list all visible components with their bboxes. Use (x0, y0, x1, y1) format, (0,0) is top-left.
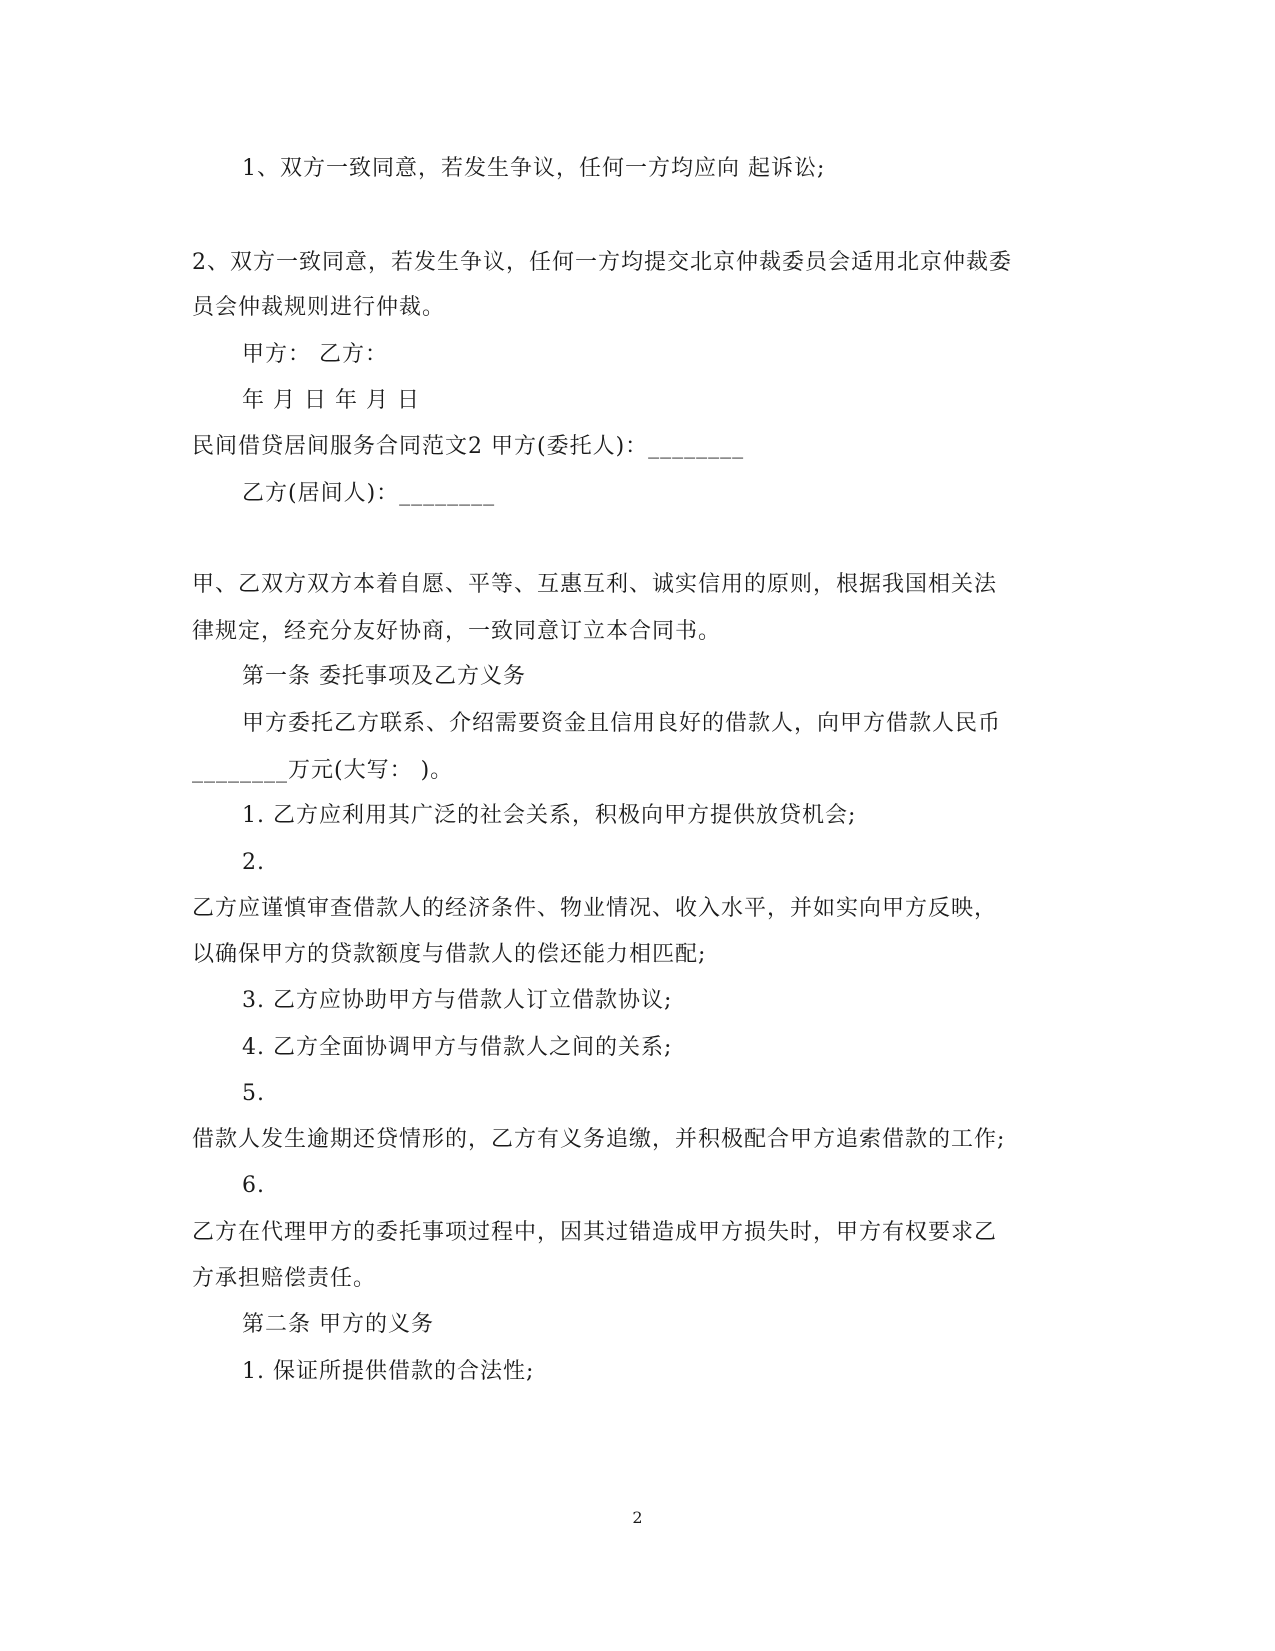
article-1-item-4: 4. 乙方全面协调甲方与借款人之间的关系; (242, 1035, 673, 1060)
article-1-item-2-line1: 乙方应谨慎审查借款人的经济条件、物业情况、收入水平，并如实向甲方反映， (192, 896, 998, 921)
party-b-line: 乙方(居间人)：________ (242, 481, 496, 506)
article-1-item-6-number: 6. (242, 1173, 265, 1198)
article-1-heading: 第一条 委托事项及乙方义务 (242, 664, 526, 689)
clause-arbitration-line2: 员会仲裁规则进行仲裁。 (192, 295, 446, 320)
article-1-item-2-line2: 以确保甲方的贷款额度与借款人的偿还能力相匹配; (192, 942, 707, 967)
article-1-text-line1: 甲方委托乙方联系、介绍需要资金且信用良好的借款人，向甲方借款人民币 (242, 711, 1002, 736)
article-1-item-3: 3. 乙方应协助甲方与借款人订立借款协议; (242, 988, 673, 1013)
preamble-line1: 甲、乙双方双方本着自愿、平等、互惠互利、诚实信用的原则，根据我国相关法 (192, 572, 998, 597)
article-2-heading: 第二条 甲方的义务 (242, 1312, 434, 1337)
page-number: 2 (632, 1508, 643, 1527)
article-1-item-2-number: 2. (242, 850, 265, 875)
article-2-item-1: 1. 保证所提供借款的合法性; (242, 1359, 535, 1384)
article-1-item-6-line1: 乙方在代理甲方的委托事项过程中，因其过错造成甲方损失时，甲方有权要求乙 (192, 1220, 998, 1245)
clause-litigation: 1、双方一致同意，若发生争议，任何一方均应向 起诉讼; (242, 156, 826, 181)
contract-title-party-a: 民间借贷居间服务合同范文2 甲方(委托人)：________ (192, 434, 745, 459)
clause-arbitration-line1: 2、双方一致同意，若发生争议，任何一方均提交北京仲裁委员会适用北京仲裁委 (192, 250, 1012, 275)
article-1-text-line2: ________万元(大写： )。 (192, 758, 454, 783)
article-1-item-6-line2: 方承担赔偿责任。 (192, 1266, 377, 1291)
article-1-item-5-number: 5. (242, 1081, 265, 1106)
signature-parties: 甲方： 乙方： (242, 342, 388, 367)
article-1-item-1: 1. 乙方应利用其广泛的社会关系，积极向甲方提供放贷机会; (242, 803, 857, 828)
preamble-line2: 律规定，经充分友好协商，一致同意订立本合同书。 (192, 619, 722, 644)
article-1-item-5-text: 借款人发生逾期还贷情形的，乙方有义务追缴，并积极配合甲方追索借款的工作; (192, 1127, 1006, 1152)
signature-dates: 年 月 日 年 月 日 (242, 388, 420, 413)
